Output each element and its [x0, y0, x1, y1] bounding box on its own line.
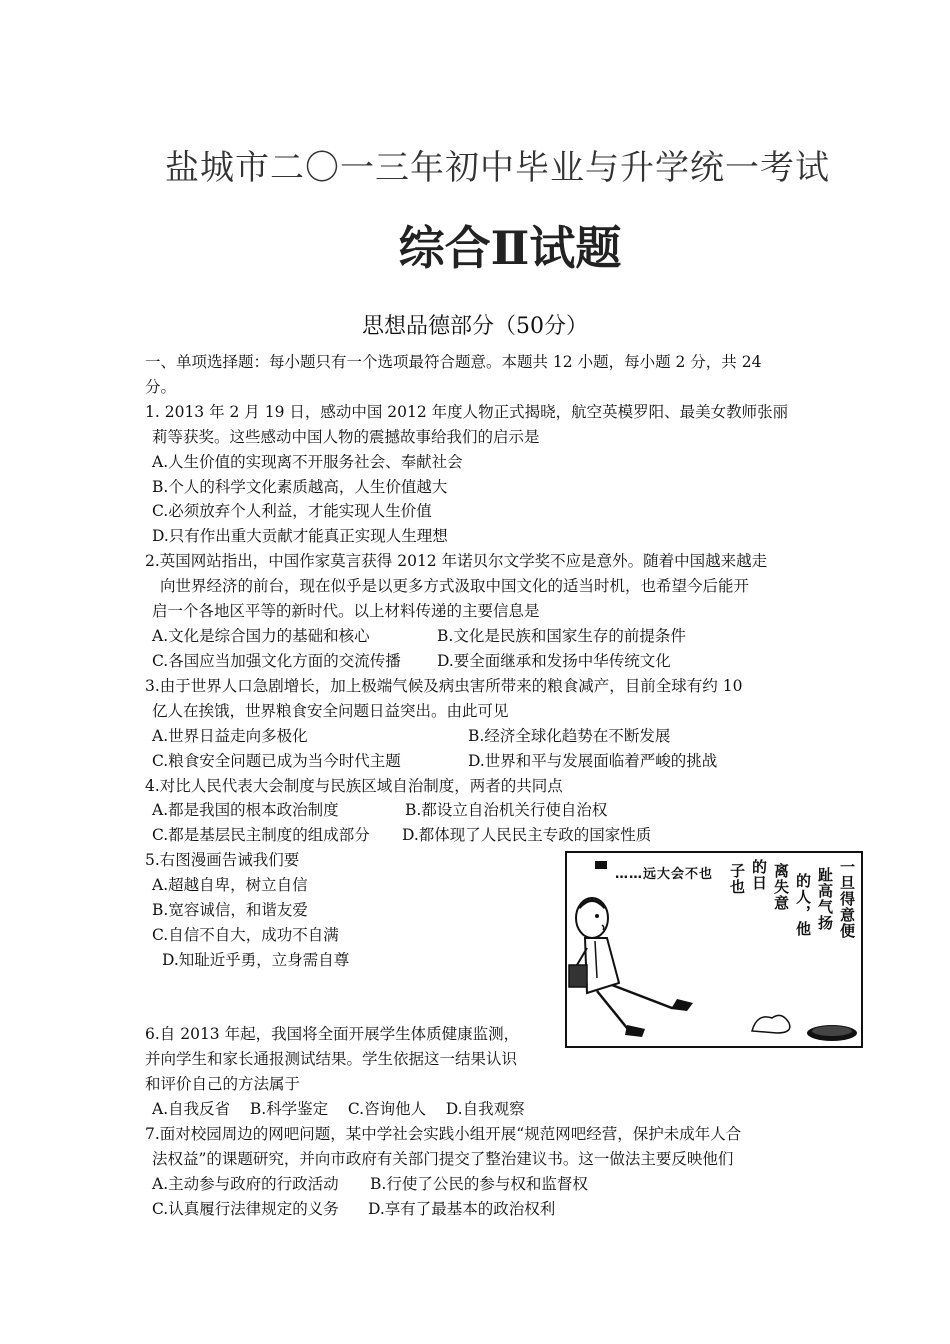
- q4-option-a: A.都是我国的根本政治制度: [152, 801, 339, 819]
- q6-options: A.自我反省 B.科学鉴定 C.咨询他人 D.自我观察: [152, 1100, 525, 1118]
- instructions-line-1: 一、单项选择题：每小题只有一个选项最符合题意。本题共 12 小题，每小题 2 分，共 24: [145, 353, 762, 371]
- q5-stem-line-1: 5.右图漫画告诫我们要: [145, 851, 300, 869]
- q3-option-a: A.世界日益走向多极化: [152, 727, 308, 745]
- q2-option-a: A.文化是综合国力的基础和核心: [152, 627, 370, 645]
- q6-stem-line-3: 和评价自己的方法属于: [145, 1075, 301, 1093]
- q6-stem-line-1: 6.自 2013 年起，我国将全面开展学生体质健康监测，: [145, 1025, 520, 1043]
- figure-leg-back: [597, 991, 642, 1031]
- q7-option-a: A.主动参与政府的行政活动: [152, 1175, 339, 1193]
- q1-option-a: A.人生价值的实现离不开服务社会、奉献社会: [152, 453, 463, 471]
- q5-option-b: B.宽容诚信，和谐友爱: [152, 901, 308, 919]
- q2-stem-line-3: 启一个各地区平等的新时代。以上材料传递的主要信息是: [152, 602, 540, 620]
- q2-stem-line-1: 2.英国网站指出，中国作家莫言获得 2012 年诺贝尔文学奖不应是意外。随着中国越来越走: [145, 552, 768, 570]
- instructions-line-2: 分。: [145, 378, 177, 396]
- q4-option-c: C.都是基层民主制度的组成部分: [152, 826, 370, 844]
- cartoon-text-col-1: 一旦得意便: [838, 859, 856, 939]
- q7-option-d: D.享有了最基本的政治权利: [368, 1200, 556, 1218]
- q3-option-c: C.粮食安全问题已成为当今时代主题: [152, 752, 401, 770]
- q2-option-b: B.文化是民族和国家生存的前提条件: [437, 627, 686, 645]
- q5-option-c: C.自信不自大，成功不自满: [152, 926, 339, 944]
- q1-stem-line-1: 1. 2013 年 2 月 19 日，感动中国 2012 年度人物正式揭晓，航空英模罗阳、最美女教师张丽: [145, 403, 789, 421]
- cartoon-text-col-6: 子也: [728, 863, 746, 895]
- q1-option-c: C.必须放弃个人利益，才能实现人生价值: [152, 502, 432, 520]
- exam-subtitle: 综合Ⅱ试题: [398, 221, 622, 275]
- cartoon-stone: [752, 1015, 790, 1033]
- q2-stem-line-2: 向世界经济的前台，现在似乎是以更多方式汲取中国文化的适当时机，也希望今后能开: [160, 577, 750, 595]
- q4-stem-line-1: 4.对比人民代表大会制度与民族区域自治制度，两者的共同点: [145, 777, 563, 795]
- cartoon-manhole-inner: [812, 1026, 852, 1036]
- q3-stem-line-1: 3.由于世界人口急剧增长，加上极端气候及病虫害所带来的粮食减产，目前全球有约 10: [145, 677, 743, 695]
- figure-eye: [595, 914, 599, 918]
- cartoon-illustration: [565, 851, 863, 1048]
- q3-option-b: B.经济全球化趋势在不断发展: [468, 727, 671, 745]
- figure-shoe: [671, 999, 693, 1011]
- q5-option-d: D.知耻近乎勇，立身需自尊: [162, 951, 350, 969]
- exam-title: 盐城市二〇一三年初中毕业与升学统一考试: [165, 148, 830, 188]
- q7-stem-line-1: 7.面对校园周边的网吧问题，某中学社会实践小组开展“规范网吧经营，保护未成年人合: [145, 1125, 742, 1143]
- q7-option-b: B.行使了公民的参与权和监督权: [370, 1175, 588, 1193]
- cartoon-text-col-2: 趾高气扬: [816, 867, 834, 931]
- q7-option-c: C.认真履行法律规定的义务: [152, 1200, 339, 1218]
- cartoon-corner-mark: [595, 861, 607, 869]
- q2-option-d: D.要全面继承和发扬中华传统文化: [437, 652, 671, 670]
- q4-option-d: D.都体现了人民民主专政的国家性质: [402, 826, 652, 844]
- cartoon-caption-row: ……远大会不也: [615, 867, 714, 882]
- figure-shoe-back: [625, 1025, 645, 1037]
- cartoon-text-col-3: 的人，他: [794, 873, 812, 937]
- q2-option-c: C.各国应当加强文化方面的交流传播: [152, 652, 401, 670]
- figure-book: [569, 965, 587, 987]
- q4-option-b: B.都设立自治机关行使自治权: [405, 801, 608, 819]
- cartoon-text-col-5: 的日: [750, 859, 768, 891]
- q5-option-a: A.超越自卑，树立自信: [152, 876, 308, 894]
- q3-stem-line-2: 亿人在挨饿，世界粮食安全问题日益突出。由此可见: [152, 702, 509, 720]
- q1-option-b: B.个人的科学文化素质越高，人生价值越大: [152, 478, 448, 496]
- cartoon-text-col-4: 离失意: [772, 863, 790, 911]
- q7-stem-line-2: 法权益”的课题研究，并向市政府有关部门提交了整治建议书。这一做法主要反映他们: [152, 1150, 734, 1168]
- q6-stem-line-2: 并向学生和家长通报测试结果。学生依据这一结果认识: [145, 1050, 518, 1068]
- q1-option-d: D.只有作出重大贡献才能真正实现人生理想: [152, 527, 448, 545]
- section-heading: 思想品德部分（50分）: [362, 314, 588, 339]
- q3-option-d: D.世界和平与发展面临着严峻的挑战: [468, 752, 718, 770]
- q1-stem-line-2: 莉等获奖。这些感动中国人物的震撼故事给我们的启示是: [152, 428, 540, 446]
